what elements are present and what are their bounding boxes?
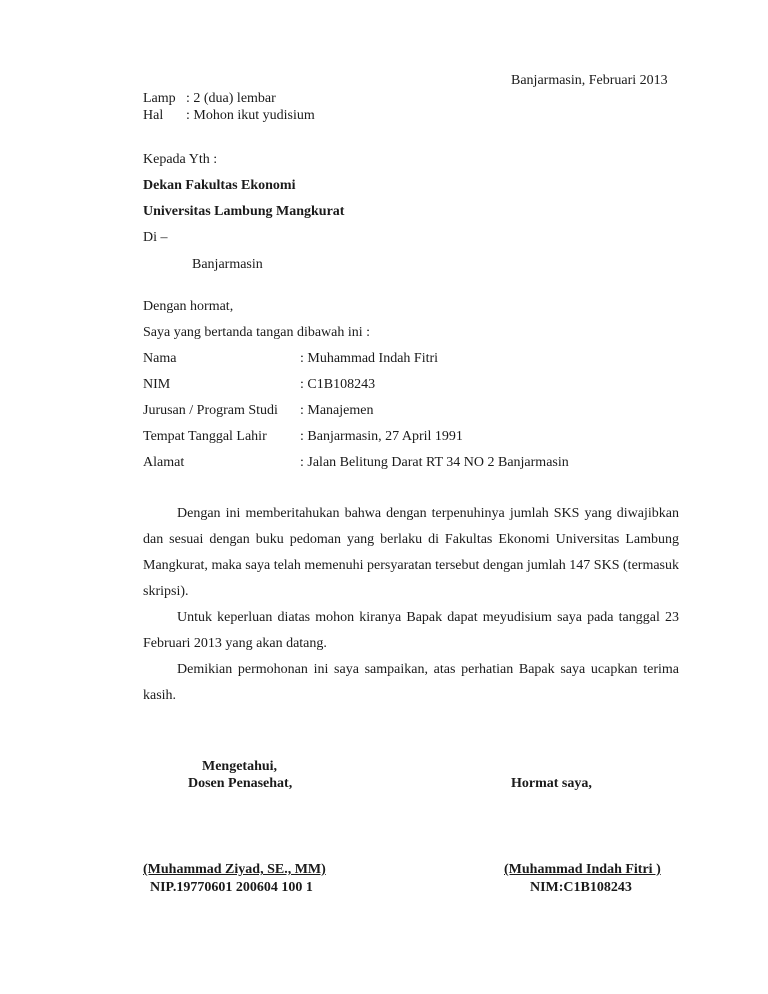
intro-line: Saya yang bertanda tangan dibawah ini : — [143, 325, 371, 340]
kepada-yth: Kepada Yth : — [143, 152, 218, 167]
body-paragraph-3: Demikian permohonan ini saya sampaikan, atas perhatian Bapak saya ucapkan terima kasih. — [143, 662, 679, 703]
right-signatory-name: (Muhammad Indah Fitri ) — [504, 862, 661, 877]
field-label-jurusan: Jurusan / Program Studi — [143, 403, 278, 418]
field-value-alamat: : Jalan Belitung Darat RT 34 NO 2 Banjarmasin — [300, 455, 569, 470]
right-signatory-nim: NIM:C1B108243 — [530, 880, 632, 895]
body-paragraph-1: Dengan ini memberitahukan bahwa dengan terpenuhinya jumlah SKS yang diwajibkan dan sesuai dengan buku pedoman yang berlaku di Fakultas Ekonomi Universitas Lambung Mangkurat, maka saya telah memenuhi persyaratan tersebut dengan jumlah 147 SKS (termasuk skripsi). — [143, 506, 679, 599]
field-value-ttl: : Banjarmasin, 27 April 1991 — [300, 429, 463, 444]
di-label: Di – — [143, 230, 168, 245]
left-signatory-nip: NIP.19770601 200604 100 1 — [150, 880, 313, 895]
left-sign-heading-1: Mengetahui, — [202, 759, 278, 774]
field-value-nim: : C1B108243 — [300, 377, 376, 392]
left-signatory-name: (Muhammad Ziyad, SE., MM) — [143, 862, 326, 877]
salutation: Dengan hormat, — [143, 299, 234, 314]
place-date: Banjarmasin, Februari 2013 — [511, 73, 668, 88]
field-value-jurusan: : Manajemen — [300, 403, 374, 418]
field-value-nama: : Muhammad Indah Fitri — [300, 351, 439, 366]
hal-value: : Mohon ikut yudisium — [186, 108, 315, 123]
field-label-alamat: Alamat — [143, 455, 185, 470]
lamp-value: : 2 (dua) lembar — [186, 91, 276, 106]
recipient-city: Banjarmasin — [192, 257, 263, 272]
left-sign-heading-2: Dosen Penasehat, — [188, 776, 293, 791]
recipient-line1: Dekan Fakultas Ekonomi — [143, 178, 296, 193]
field-label-ttl: Tempat Tanggal Lahir — [143, 429, 267, 444]
body-paragraph-2: Untuk keperluan diatas mohon kiranya Bapak dapat meyudisium saya pada tanggal 23 Februari 2013 yang akan datang. — [143, 610, 679, 651]
lamp-label: Lamp — [143, 91, 176, 106]
recipient-line2: Universitas Lambung Mangkurat — [143, 204, 345, 219]
field-label-nama: Nama — [143, 351, 177, 366]
right-sign-heading: Hormat saya, — [511, 776, 592, 791]
hal-label: Hal — [143, 108, 164, 123]
field-label-nim: NIM — [143, 377, 171, 392]
